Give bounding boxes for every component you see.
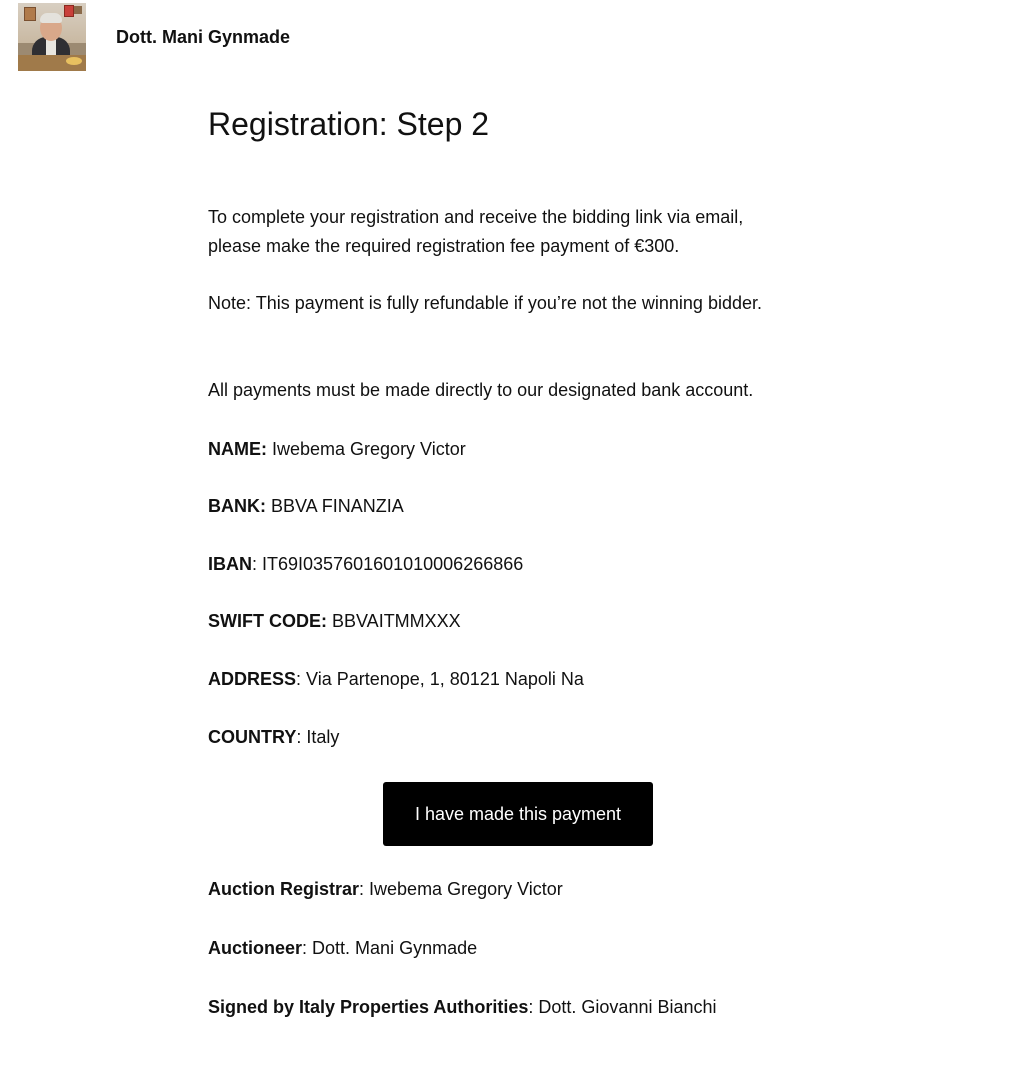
intro-line-2: please make the required registration fee payment of €300. [208,236,680,256]
payment-confirm-button[interactable]: I have made this payment [383,782,653,846]
avatar[interactable] [18,3,86,71]
address-row [208,665,584,694]
bank-name-value: Iwebema Gregory Victor [267,439,466,459]
signed-label: Signed by Italy Properties Authorities [208,997,529,1017]
registrar-value: : Iwebema Gregory Victor [359,879,563,899]
iban-label: IBAN [208,554,252,574]
country-row [208,723,339,752]
payment-instruction: All payments must be made directly to our designated bank account. [208,380,754,400]
country-label: COUNTRY [208,727,297,747]
bank-name-row [208,435,466,464]
country-value: : Italy [296,727,340,747]
bank-value: BBVA FINANZIA [266,496,404,516]
swift-label: SWIFT CODE: [208,611,327,631]
auctioneer-row [208,934,477,963]
page-title: Registration: Step 2 [208,106,490,142]
registrar-label: Auction Registrar [208,879,360,899]
avatar-picture-frame [74,6,82,14]
auctioneer-label: Auctioneer [208,938,303,958]
site-header [18,3,290,71]
avatar-plate [66,57,82,65]
bank-name-label: NAME: [208,439,267,459]
avatar-picture-frame [24,7,36,21]
signed-row [208,993,717,1022]
auctioneer-value: : Dott. Mani Gynmade [302,938,478,958]
iban-row [208,550,523,579]
iban-value: : IT69I0357601601010006266866 [252,554,524,574]
intro-line-1: To complete your registration and receive the bidding link via email, [208,207,744,227]
address-label: ADDRESS [208,669,297,689]
avatar-person-hair [40,13,62,23]
avatar-person-shirt [46,39,56,55]
bank-label: BANK: [208,496,266,516]
registrar-row [208,875,563,904]
refund-note: Note: This payment is fully refundable if you’re not the winning bidder. [208,293,762,313]
swift-row [208,607,461,636]
bank-row [208,492,404,521]
site-title-link[interactable]: Dott. Mani Gynmade [116,26,291,47]
signed-value: : Dott. Giovanni Bianchi [528,997,717,1017]
swift-value: BBVAITMMXXX [327,611,461,631]
avatar-picture-frame [64,5,74,17]
address-value: : Via Partenope, 1, 80121 Napoli Na [296,669,584,689]
